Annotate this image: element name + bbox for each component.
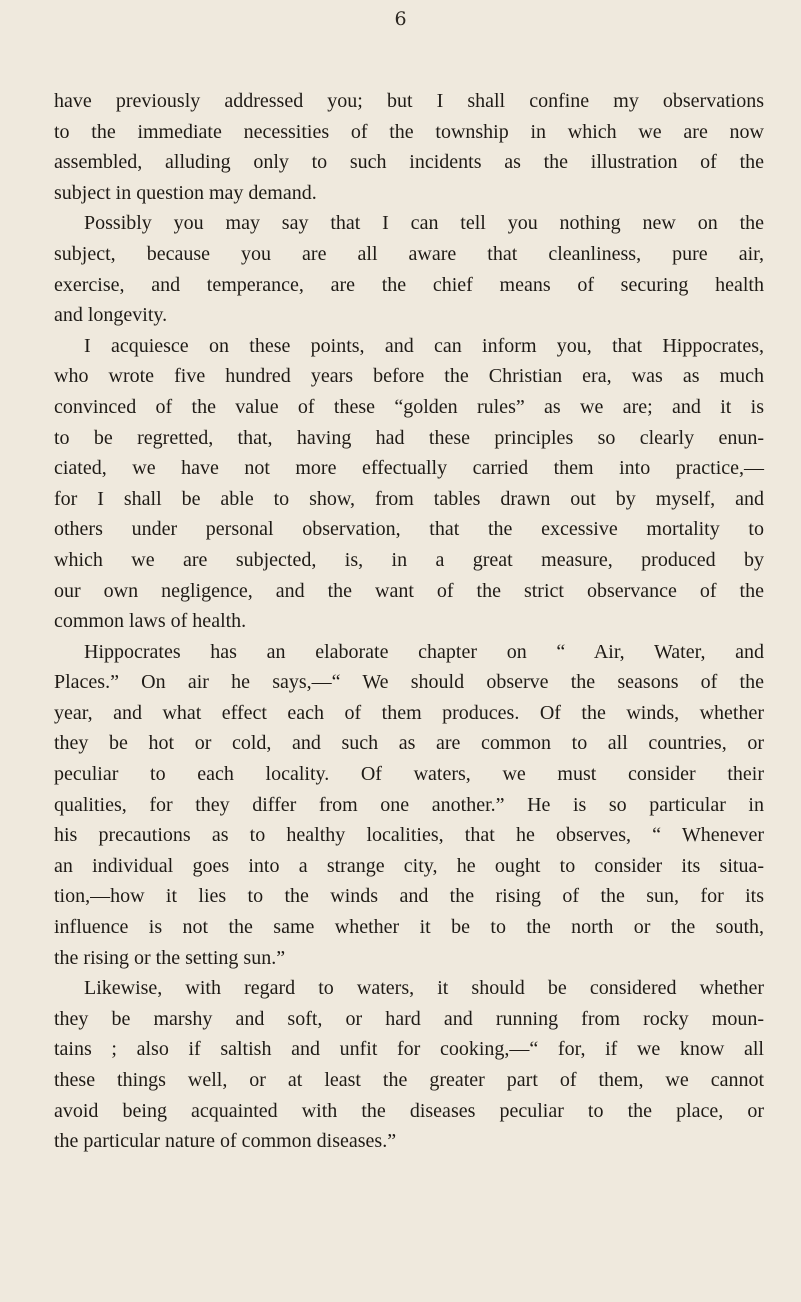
text-line: tion,—how it lies to the winds and the rising of the sun, for its: [54, 885, 764, 908]
text-line: the rising or the setting sun.”: [54, 946, 286, 969]
text-line: Hippocrates has an elaborate chapter on “ Air, Water, and: [84, 640, 764, 663]
text-line: subject, because you are all aware that cleanliness, pure air,: [54, 242, 764, 265]
text-line: they be marshy and soft, or hard and running from rocky moun-: [54, 1007, 764, 1030]
text-line: the particular nature of common diseases.”: [54, 1130, 397, 1153]
text-line: common laws of health.: [54, 610, 247, 633]
text-line: exercise, and temperance, are the chief means of securing health: [54, 273, 764, 296]
text-line: our own negligence, and the want of the strict observance of the: [54, 579, 764, 602]
text-line: have previously addressed you; but I shall confine my observations: [54, 90, 764, 112]
text-line: they be hot or cold, and such as are common to all countries, or: [54, 732, 764, 755]
text-line: to the immediate necessities of the township in which we are now: [54, 120, 764, 143]
text-line: peculiar to each locality. Of waters, we must consider their: [54, 763, 764, 786]
paragraph: [54, 973, 764, 1157]
text-line: subject in question may demand.: [54, 181, 317, 204]
text-line: who wrote five hundred years before the Christian era, was as much: [54, 365, 764, 388]
text-line: these things well, or at least the greater part of them, we cannot: [54, 1069, 764, 1091]
text-line: Places.” On air he says,—“ We should observe the seasons of the: [54, 671, 764, 694]
text-line: and longevity.: [54, 304, 168, 327]
text-line: ciated, we have not more effectually carried them into practice,—: [54, 457, 764, 480]
page-number: 6: [394, 8, 407, 30]
paragraph: [54, 86, 764, 208]
paragraph: [54, 637, 764, 974]
text-line: year, and what effect each of them produces. Of the winds, whether: [54, 701, 764, 724]
text-line: influence is not the same whether it be to the north or the south,: [54, 916, 764, 939]
text-line: his precautions as to healthy localities, that he observes, “ Whenever: [54, 824, 764, 847]
paragraph: [54, 331, 764, 637]
text-line: I acquiesce on these points, and can inform you, that Hippocrates,: [84, 334, 764, 357]
text-line: Possibly you may say that I can tell you nothing new on the: [84, 212, 764, 235]
text-line: qualities, for they differ from one another.” He is so particular in: [54, 793, 764, 816]
text-line: to be regretted, that, having had these principles so clearly enun-: [54, 426, 764, 449]
text-line: assembled, alluding only to such incidents as the illustration of the: [54, 151, 764, 174]
text-line: an individual goes into a strange city, he ought to consider its situa-: [54, 854, 764, 877]
text-line: for I shall be able to show, from tables drawn out by myself, and: [54, 487, 764, 510]
body-text: [54, 86, 764, 1157]
text-line: Likewise, with regard to waters, it should be considered whether: [84, 977, 764, 1000]
text-line: convinced of the value of these “golden rules” as we are; and it is: [54, 395, 764, 418]
text-line: which we are subjected, is, in a great measure, produced by: [54, 548, 764, 571]
text-line: others under personal observation, that the excessive mortality to: [54, 518, 764, 541]
paragraph: [54, 208, 764, 330]
text-line: avoid being acquainted with the diseases peculiar to the place, or: [54, 1099, 764, 1122]
text-line: tains ; also if saltish and unfit for cooking,—“ for, if we know all: [54, 1038, 764, 1061]
